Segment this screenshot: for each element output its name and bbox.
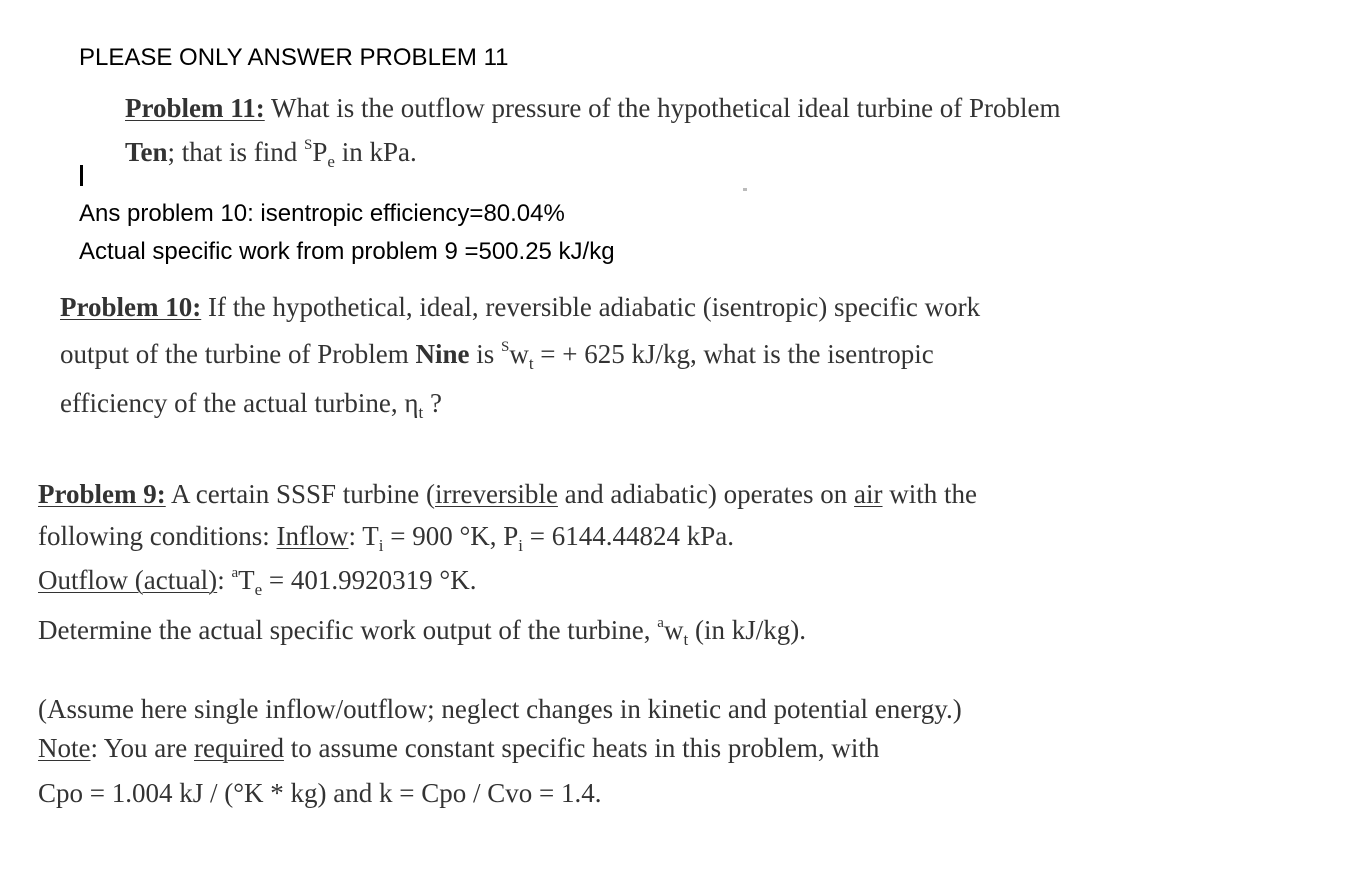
answer-problem-10: Ans problem 10: isentropic efficiency=80.04% bbox=[79, 200, 565, 227]
work-symbol: w bbox=[663, 615, 684, 645]
problem-9-text-3b: = 401.9920319 °K. bbox=[262, 565, 477, 595]
pressure-symbol: P bbox=[312, 137, 328, 167]
problem-9-line-7: Cpo = 1.004 kJ / (°K * kg) and k = Cpo / Cvo = 1.4. bbox=[38, 778, 602, 808]
problem-11-text-2a: ; that is find bbox=[167, 137, 305, 167]
problem-11-line-2 bbox=[125, 137, 417, 171]
problem-9-text-1b: and adiabatic) operates on bbox=[557, 479, 855, 509]
note-word: Note bbox=[38, 733, 91, 763]
problem-10-line-3 bbox=[60, 388, 442, 422]
text-cursor bbox=[80, 165, 83, 186]
problem-9-text-2d: = 6144.44824 kPa. bbox=[523, 521, 734, 551]
instruction-text: PLEASE ONLY ANSWER PROBLEM 11 bbox=[79, 44, 509, 71]
air-word: air bbox=[854, 479, 883, 509]
problem-9-line-1 bbox=[38, 479, 977, 510]
problem-9-text-6b: to assume constant specific heats in this problem, with bbox=[283, 733, 880, 763]
subscript-t: t bbox=[528, 354, 534, 373]
problem-10-text-2a: output of the turbine of Problem bbox=[60, 339, 416, 369]
problem-9-line-3 bbox=[38, 565, 477, 599]
superscript-a: a bbox=[657, 615, 664, 631]
problem-10-text-1: If the hypothetical, ideal, reversible adiabatic (isentropic) specific work bbox=[201, 292, 981, 322]
problem-10-nine: Nine bbox=[415, 339, 470, 369]
problem-9-line-2 bbox=[38, 521, 734, 555]
irreversible-word: irreversible bbox=[434, 479, 558, 509]
problem-9-text-3a: : bbox=[217, 565, 232, 595]
problem-10-line-1 bbox=[60, 292, 980, 323]
problem-10-label: Problem 10: bbox=[60, 292, 202, 322]
problem-10-text-2c: = + 625 kJ/kg, what is the isentropic bbox=[533, 339, 934, 369]
problem-9-label: Problem 9: bbox=[38, 479, 166, 509]
answer-problem-9-work: Actual specific work from problem 9 =500.25 kJ/kg bbox=[79, 238, 615, 265]
temperature-symbol: T bbox=[238, 565, 255, 595]
problem-10-text-3a: efficiency of the actual turbine, bbox=[60, 388, 405, 418]
subscript-t: t bbox=[683, 630, 689, 649]
work-symbol: w bbox=[509, 339, 529, 369]
problem-10-text-2b: is bbox=[469, 339, 501, 369]
problem-9-assume: (Assume here single inflow/outflow; neglect changes in kinetic and potential energy.) bbox=[38, 694, 962, 724]
problem-9-text-1c: with the bbox=[882, 479, 978, 509]
problem-11-ten: Ten bbox=[125, 137, 168, 167]
subscript-e: e bbox=[254, 580, 263, 599]
subscript-e: e bbox=[327, 152, 335, 171]
problem-9-text-2c: = 900 °K, P bbox=[383, 521, 519, 551]
problem-9-text-1a: A certain SSSF turbine ( bbox=[165, 479, 435, 509]
problem-9-line-4 bbox=[38, 615, 806, 649]
problem-9-text-4b: (in kJ/kg). bbox=[688, 615, 806, 645]
scan-speck bbox=[743, 188, 747, 191]
subscript-t: t bbox=[418, 403, 424, 422]
problem-11-label: Problem 11: bbox=[125, 93, 265, 123]
superscript-s: S bbox=[304, 137, 313, 153]
subscript-i: i bbox=[518, 536, 524, 555]
problem-11-line-1 bbox=[125, 93, 1061, 124]
superscript-s: S bbox=[500, 339, 510, 355]
superscript-a: a bbox=[231, 565, 239, 581]
problem-10-text-3b: ? bbox=[423, 388, 442, 418]
problem-11-text-2b: in kPa. bbox=[334, 137, 417, 167]
eta-symbol: η bbox=[404, 388, 419, 418]
problem-9-text-2b: : T bbox=[348, 521, 379, 551]
problem-9-text-2a: following conditions: bbox=[38, 521, 277, 551]
required-word: required bbox=[194, 733, 284, 763]
problem-11-text-1: What is the outflow pressure of the hypothetical ideal turbine of Problem bbox=[264, 93, 1061, 123]
problem-9-line-6 bbox=[38, 733, 879, 764]
subscript-i: i bbox=[378, 536, 384, 555]
outflow-word: Outflow (actual) bbox=[38, 565, 218, 595]
problem-10-line-2 bbox=[60, 339, 934, 373]
inflow-word: Inflow bbox=[276, 521, 349, 551]
problem-9-text-4a: Determine the actual specific work output of the turbine, bbox=[38, 615, 658, 645]
problem-9-text-6a: : You are bbox=[90, 733, 194, 763]
